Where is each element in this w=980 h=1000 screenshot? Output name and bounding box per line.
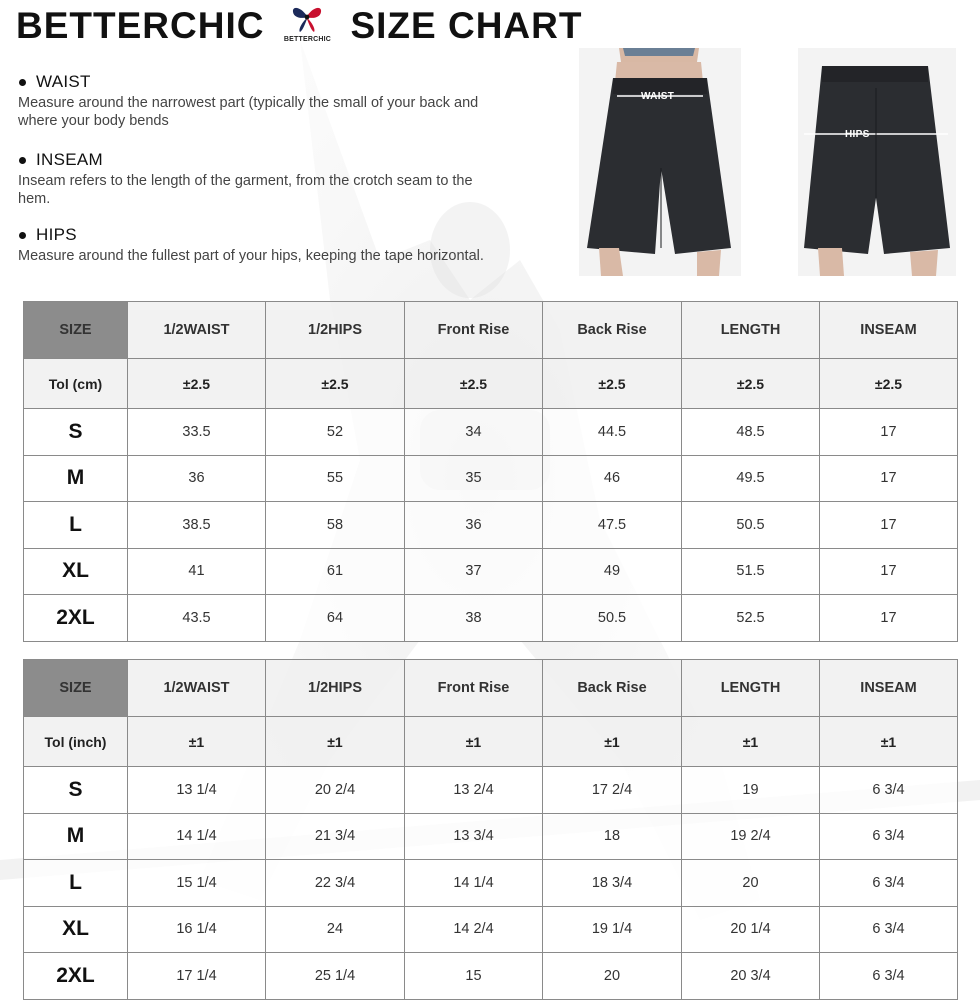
column-header: INSEAM — [820, 302, 958, 359]
table-cell: 17 — [820, 595, 958, 642]
tolerance-cell: ±1 — [266, 717, 405, 767]
table-cell: 48.5 — [682, 409, 820, 456]
table-cell: 24 — [266, 906, 405, 953]
tolerance-cell: ±1 — [820, 717, 958, 767]
table-cell: 33.5 — [128, 409, 266, 456]
table-cell: 17 — [820, 409, 958, 456]
column-header: LENGTH — [682, 660, 820, 717]
table-row — [24, 953, 958, 1000]
table-cell: 6 3/4 — [820, 813, 958, 860]
measure-title: HIPS — [36, 225, 77, 244]
tolerance-cell: ±2.5 — [266, 359, 405, 409]
table-cell: 22 3/4 — [266, 860, 405, 907]
column-header: 1/2HIPS — [266, 660, 405, 717]
bow-logo-icon — [290, 4, 324, 34]
column-header: Front Rise — [405, 660, 543, 717]
table-cell: 38 — [405, 595, 543, 642]
front-photo — [579, 48, 741, 276]
column-header: 1/2WAIST — [128, 302, 266, 359]
tape-label-waist: WAIST — [641, 91, 675, 102]
table-cell: 19 1/4 — [543, 906, 682, 953]
tolerance-cell: ±2.5 — [543, 359, 682, 409]
table-cell: 19 2/4 — [682, 813, 820, 860]
tolerance-cell: ±1 — [543, 717, 682, 767]
size-label: S — [24, 767, 128, 814]
size-label: 2XL — [24, 595, 128, 642]
size-label: XL — [24, 548, 128, 595]
table-cell: 6 3/4 — [820, 953, 958, 1000]
table-cell: 20 2/4 — [266, 767, 405, 814]
back-photo — [798, 48, 956, 276]
tolerance-cell: ±1 — [128, 717, 266, 767]
tolerance-label: Tol (cm) — [24, 359, 128, 409]
column-header: 1/2HIPS — [266, 302, 405, 359]
table-cell: 19 — [682, 767, 820, 814]
bullet-icon — [19, 157, 26, 164]
table-cell: 55 — [266, 455, 405, 502]
front-shorts-image — [579, 48, 741, 276]
table-cell: 14 2/4 — [405, 906, 543, 953]
column-header: Back Rise — [543, 660, 682, 717]
size-label: M — [24, 813, 128, 860]
table-cell: 18 — [543, 813, 682, 860]
table-cell: 47.5 — [543, 502, 682, 549]
size-label: M — [24, 455, 128, 502]
table-cell: 38.5 — [128, 502, 266, 549]
tolerance-cell: ±2.5 — [128, 359, 266, 409]
measure-description: Inseam refers to the length of the garment, from the crotch seam to the hem. — [18, 173, 473, 207]
logo-caption: BETTERCHIC — [283, 36, 332, 43]
table-cell: 41 — [128, 548, 266, 595]
table-cell: 17 1/4 — [128, 953, 266, 1000]
measure-title: INSEAM — [36, 150, 103, 169]
table-cell: 6 3/4 — [820, 906, 958, 953]
table-cell: 20 3/4 — [682, 953, 820, 1000]
table-cell: 16 1/4 — [128, 906, 266, 953]
column-header: Back Rise — [543, 302, 682, 359]
measure-description: Measure around the fullest part of your hips, keeping the tape horizontal. — [18, 248, 484, 264]
table-cell: 17 2/4 — [543, 767, 682, 814]
measure-hips — [18, 225, 488, 265]
table-cell: 13 2/4 — [405, 767, 543, 814]
table-cell: 25 1/4 — [266, 953, 405, 1000]
size-label: 2XL — [24, 953, 128, 1000]
table-cell: 18 3/4 — [543, 860, 682, 907]
table-cell: 49.5 — [682, 455, 820, 502]
table-cell: 37 — [405, 548, 543, 595]
measure-description: Measure around the narrowest part (typically the small of your back and where your body bends — [18, 95, 479, 129]
table-row — [24, 548, 958, 595]
header — [16, 4, 582, 48]
measure-waist — [18, 72, 488, 130]
size-table-inch — [23, 659, 958, 1000]
size-label: S — [24, 409, 128, 456]
table-cell: 52.5 — [682, 595, 820, 642]
table-cell: 20 — [543, 953, 682, 1000]
column-header: Front Rise — [405, 302, 543, 359]
table-cell: 51.5 — [682, 548, 820, 595]
brand-logo — [278, 4, 336, 48]
measure-title: WAIST — [36, 72, 91, 91]
page-title: SIZE CHART — [350, 5, 583, 46]
table-header-row — [24, 660, 958, 717]
table-row — [24, 502, 958, 549]
tape-label-hips: HIPS — [845, 129, 870, 140]
table-cell: 34 — [405, 409, 543, 456]
table-cell: 20 — [682, 860, 820, 907]
table-cell: 61 — [266, 548, 405, 595]
measure-inseam — [18, 150, 488, 208]
table-header-row — [24, 302, 958, 359]
table-row — [24, 813, 958, 860]
column-header: INSEAM — [820, 660, 958, 717]
table-cell: 58 — [266, 502, 405, 549]
table-row — [24, 455, 958, 502]
size-label: L — [24, 860, 128, 907]
table-cell: 6 3/4 — [820, 860, 958, 907]
column-header: LENGTH — [682, 302, 820, 359]
column-header: 1/2WAIST — [128, 660, 266, 717]
tolerance-cell: ±1 — [405, 717, 543, 767]
table-cell: 17 — [820, 502, 958, 549]
table-cell: 13 1/4 — [128, 767, 266, 814]
table-cell: 36 — [405, 502, 543, 549]
table-cell: 52 — [266, 409, 405, 456]
table-row — [24, 595, 958, 642]
table-row — [24, 906, 958, 953]
table-cell: 14 1/4 — [405, 860, 543, 907]
table-cell: 15 1/4 — [128, 860, 266, 907]
size-label: XL — [24, 906, 128, 953]
table-cell: 50.5 — [543, 595, 682, 642]
table-row — [24, 860, 958, 907]
tolerance-row — [24, 717, 958, 767]
table-cell: 20 1/4 — [682, 906, 820, 953]
table-cell: 17 — [820, 548, 958, 595]
table-cell: 35 — [405, 455, 543, 502]
bullet-icon — [19, 232, 26, 239]
tolerance-cell: ±1 — [682, 717, 820, 767]
table-cell: 50.5 — [682, 502, 820, 549]
table-cell: 36 — [128, 455, 266, 502]
table-cell: 44.5 — [543, 409, 682, 456]
tolerance-cell: ±2.5 — [405, 359, 543, 409]
table-cell: 15 — [405, 953, 543, 1000]
table-cell: 17 — [820, 455, 958, 502]
size-header: SIZE — [24, 660, 128, 717]
table-cell: 46 — [543, 455, 682, 502]
bullet-icon — [19, 79, 26, 86]
size-table-cm — [23, 301, 958, 642]
tolerance-label: Tol (inch) — [24, 717, 128, 767]
tolerance-row — [24, 359, 958, 409]
size-header: SIZE — [24, 302, 128, 359]
brand-name: BETTERCHIC — [16, 5, 265, 46]
table-cell: 49 — [543, 548, 682, 595]
table-row — [24, 767, 958, 814]
size-label: L — [24, 502, 128, 549]
back-shorts-image — [798, 48, 956, 276]
table-cell: 6 3/4 — [820, 767, 958, 814]
table-cell: 43.5 — [128, 595, 266, 642]
table-row — [24, 409, 958, 456]
tolerance-cell: ±2.5 — [820, 359, 958, 409]
table-cell: 64 — [266, 595, 405, 642]
table-cell: 14 1/4 — [128, 813, 266, 860]
table-cell: 13 3/4 — [405, 813, 543, 860]
table-cell: 21 3/4 — [266, 813, 405, 860]
tolerance-cell: ±2.5 — [682, 359, 820, 409]
